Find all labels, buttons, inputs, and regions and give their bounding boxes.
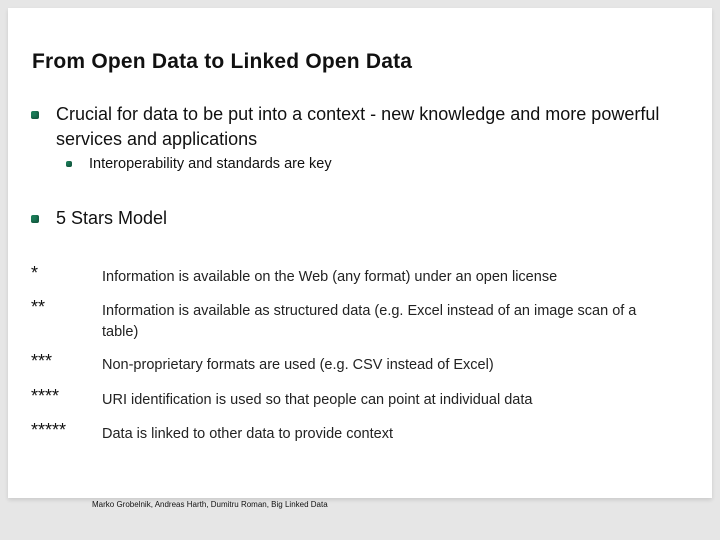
square-bullet-icon (31, 111, 39, 119)
bullet-text: 5 Stars Model (56, 208, 168, 228)
slide-title: From Open Data to Linked Open Data (32, 50, 413, 73)
square-bullet-icon (31, 215, 39, 223)
star-rating: *** (31, 351, 53, 371)
star-rating: * (31, 263, 39, 283)
bullet-text: Crucial for data to be put into a context - new knowledge and more powerful services and applications (56, 104, 660, 149)
slide (8, 8, 712, 498)
bullet-5-stars (31, 206, 631, 231)
subbullet-text: Interoperability and standards are key (89, 156, 332, 172)
subbullet-interoperability (66, 154, 666, 174)
square-bullet-icon (66, 161, 72, 167)
bullet-context (31, 102, 671, 152)
star-rating: **** (31, 386, 60, 406)
star-description: URI identification is used so that people can point at individual data (102, 392, 533, 408)
star-description: Data is linked to other data to provide context (102, 426, 393, 442)
star-description: Non-proprietary formats are used (e.g. CSV instead of Excel) (102, 357, 494, 373)
star-description: Information is available on the Web (any format) under an open license (102, 269, 558, 285)
star-rating: ** (31, 297, 46, 317)
footer-credits: Marko Grobelnik, Andreas Harth, Dumitru Roman, Big Linked Data (92, 500, 328, 509)
star-description: Information is available as structured data (e.g. Excel instead of an image scan of a table) (102, 303, 637, 340)
star-rating: ***** (31, 420, 67, 440)
